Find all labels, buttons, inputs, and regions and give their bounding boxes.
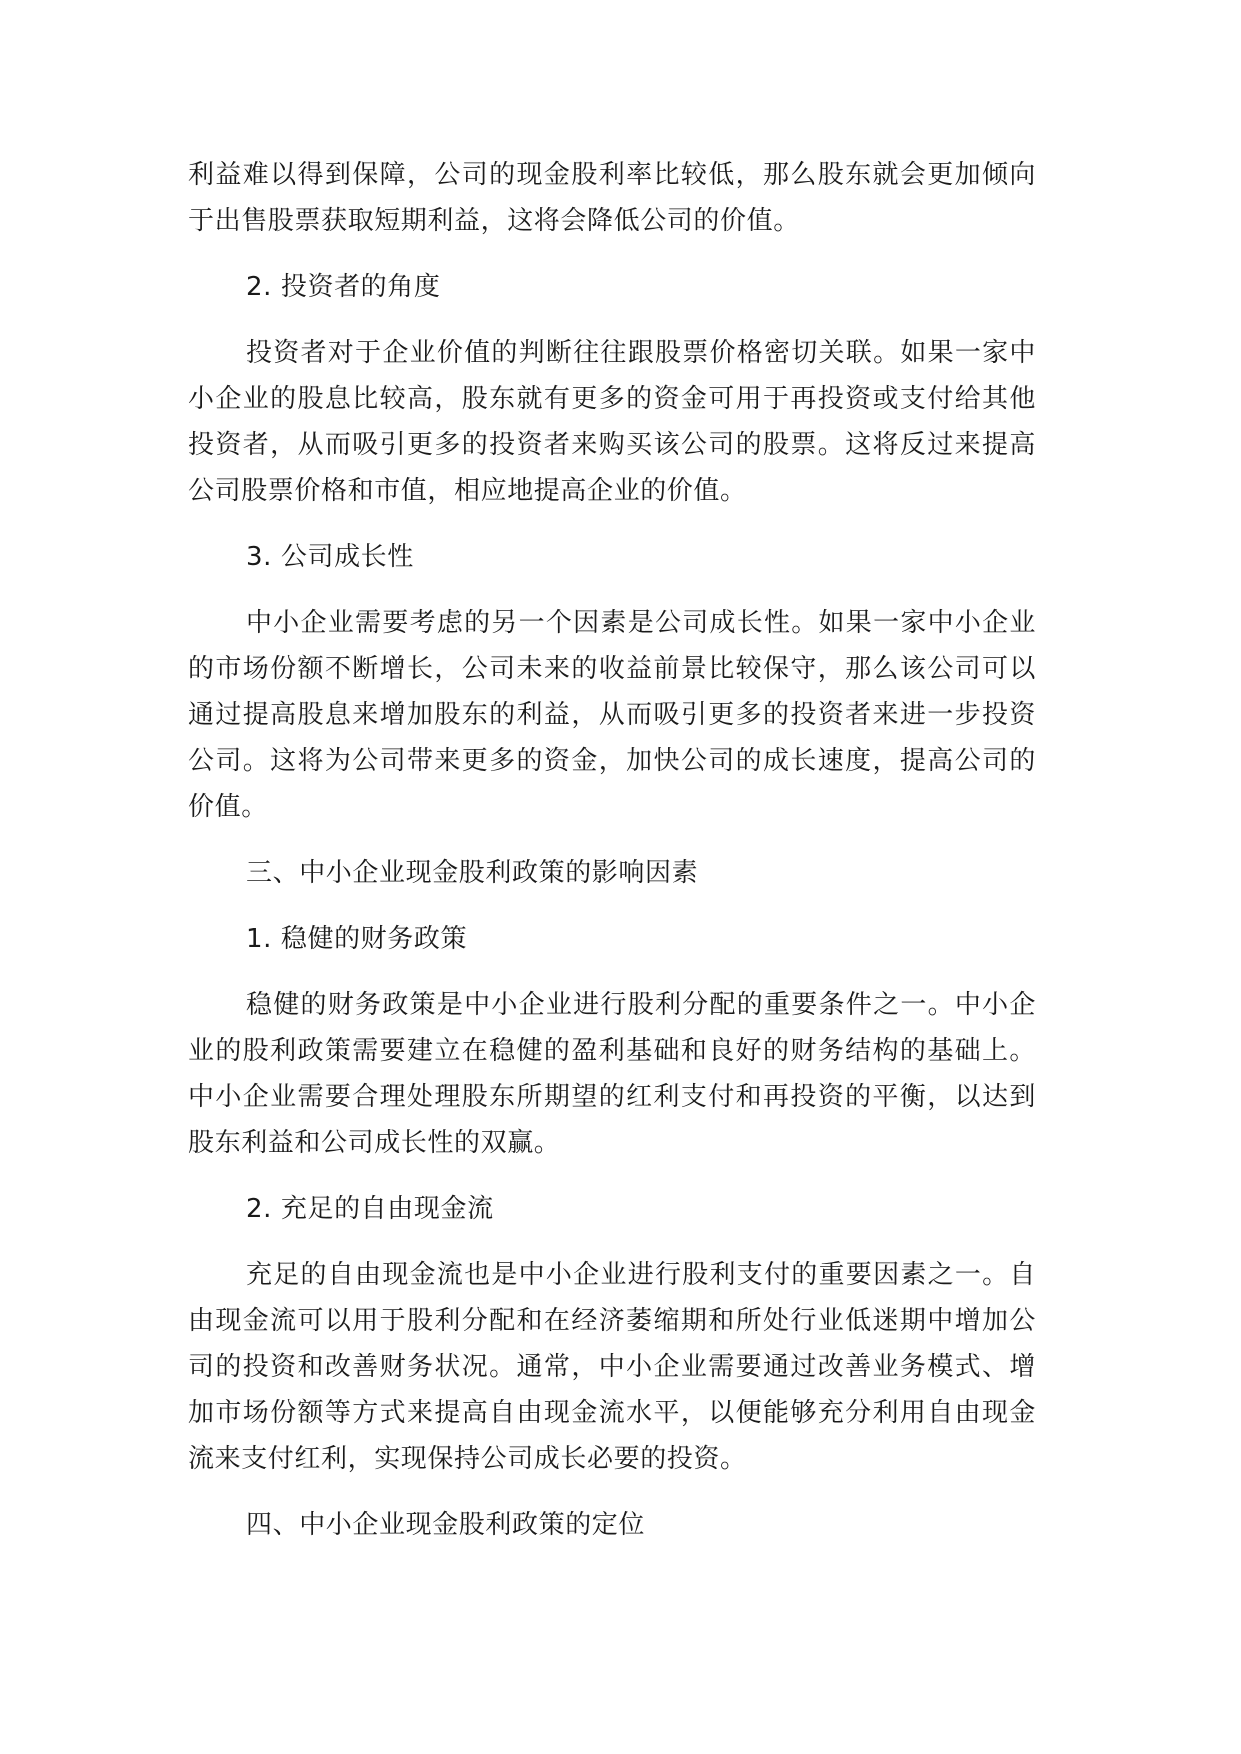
paragraph-company-growth: 中小企业需要考虑的另一个因素是公司成长性。如果一家中小企业的市场份额不断增长，公司未来的收益前景比较保守，那么该公司可以通过提高股息来增加股东的利益，从而吸引更多的投资者来进一步投资公司。这将为公司带来更多的资金，加快公司的成长速度，提高公司的价值。 xyxy=(188,608,1036,822)
document-body xyxy=(188,152,1036,1548)
section-heading-policy-positioning: 四、中小企业现金股利政策的定位 xyxy=(246,1510,646,1540)
section-heading-influencing-factors: 三、中小企业现金股利政策的影响因素 xyxy=(246,858,699,888)
subheading-sound-financial-policy: 1. 稳健的财务政策 xyxy=(246,924,468,954)
subheading-company-growth: 3. 公司成长性 xyxy=(246,542,414,572)
paragraph-continuation: 利益难以得到保障，公司的现金股利率比较低，那么股东就会更加倾向于出售股票获取短期利益，这将会降低公司的价值。 xyxy=(188,160,1036,236)
paragraph-sound-financial-policy: 稳健的财务政策是中小企业进行股利分配的重要条件之一。中小企业的股利政策需要建立在稳健的盈利基础和良好的财务结构的基础上。中小企业需要合理处理股东所期望的红利支付和再投资的平衡，以达到股东利益和公司成长性的双赢。 xyxy=(188,990,1036,1158)
paragraph-investor-perspective: 投资者对于企业价值的判断往往跟股票价格密切关联。如果一家中小企业的股息比较高，股东就有更多的资金可用于再投资或支付给其他投资者，从而吸引更多的投资者来购买该公司的股票。这将反过来提高公司股票价格和市值，相应地提高企业的价值。 xyxy=(188,338,1036,506)
subheading-free-cash-flow: 2. 充足的自由现金流 xyxy=(246,1194,494,1224)
subheading-investor-perspective: 2. 投资者的角度 xyxy=(246,272,441,302)
paragraph-free-cash-flow: 充足的自由现金流也是中小企业进行股利支付的重要因素之一。自由现金流可以用于股利分配和在经济萎缩期和所处行业低迷期中增加公司的投资和改善财务状况。通常，中小企业需要通过改善业务模式、增加市场份额等方式来提高自由现金流水平，以便能够充分利用自由现金流来支付红利，实现保持公司成长必要的投资。 xyxy=(188,1260,1036,1474)
